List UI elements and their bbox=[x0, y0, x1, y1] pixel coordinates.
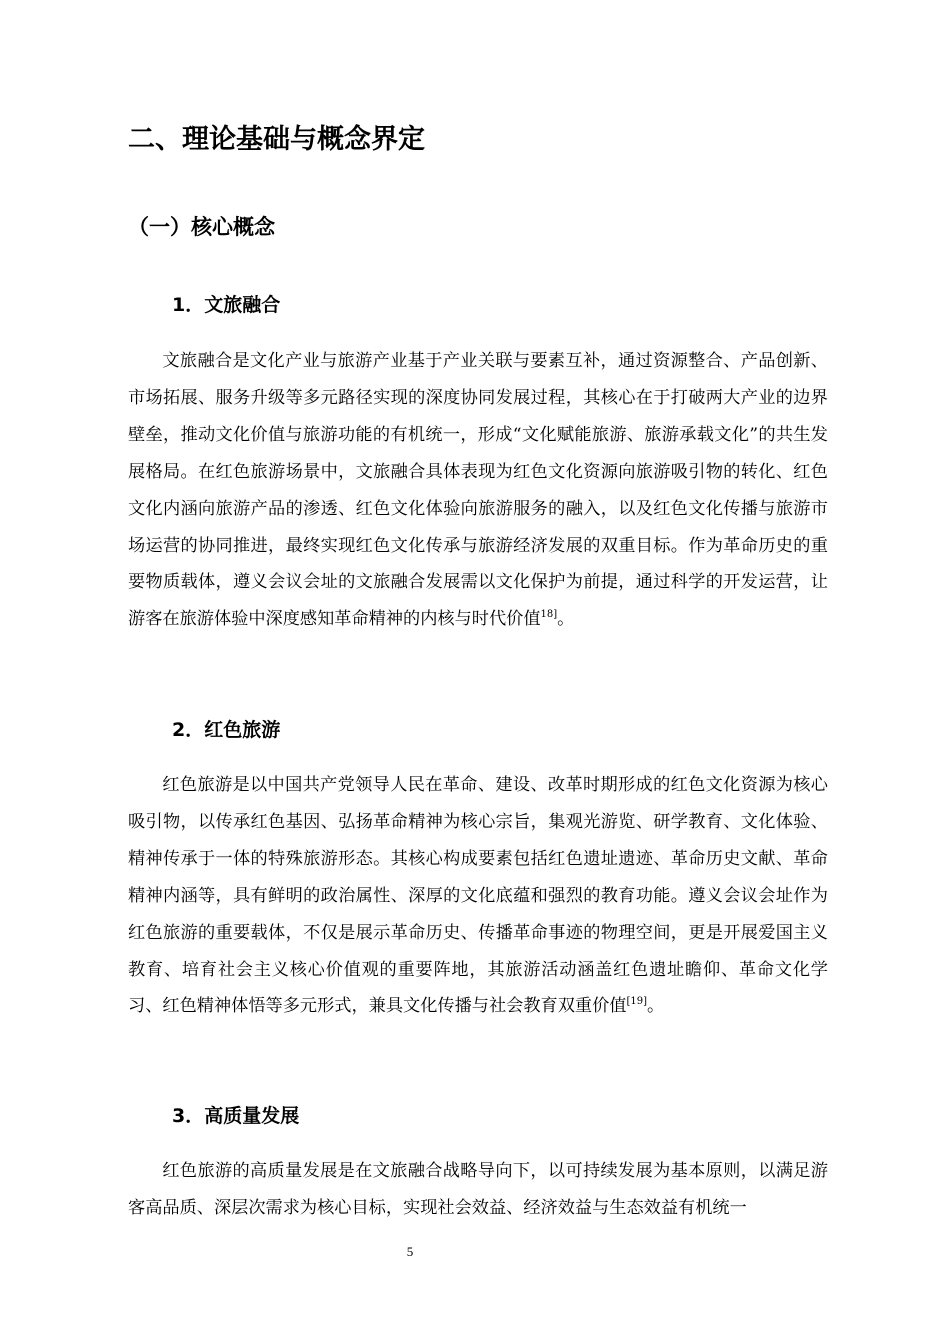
subsection-heading-3: 3．高质量发展 bbox=[172, 1105, 300, 1127]
citation-marker: 18] bbox=[540, 609, 558, 621]
paragraph-text: 红色旅游是以中国共产党领导人民在革命、建设、改革时期形成的红色文化资源为核心吸引物，以传承红色基因、弘扬革命精神为核心宗旨，集观光游览、研学教育、文化体验、精神传承于一体的特殊旅游形态。其核心构成要素包括红色遗址遗迹、革命历史文献、革命精神内涵等，具有鲜明的政治属性、深厚的文化底蕴和强烈的教育功能。遵义会议会址作为红色旅游的重要载体，不仅是展示革命历史、传播革命事迹的物理空间，更是开展爱国主义教育、培育社会主义核心价值观的重要阵地，其旅游活动涵盖红色遗址瞻仰、革命文化学习、红色精神体悟等多元形式，兼具文化传播与社会教育双重价值 bbox=[128, 775, 828, 1017]
paragraph-text: 红色旅游的高质量发展是在文旅融合战略导向下，以可持续发展为基本原则，以满足游客高品质、深层次需求为核心目标，实现社会效益、经济效益与生态效益有机统一 bbox=[128, 1161, 828, 1218]
subsection-heading-1: 1．文旅融合 bbox=[172, 294, 281, 316]
paragraph-2 bbox=[128, 767, 828, 1025]
paragraph-ending: 。 bbox=[557, 609, 575, 630]
page-number: 5 bbox=[406, 1244, 414, 1259]
paragraph-1 bbox=[128, 343, 828, 638]
chapter-title: 二、理论基础与概念界定 bbox=[128, 124, 425, 155]
section-title: （一）核心概念 bbox=[128, 215, 275, 239]
subsection-heading-2: 2．红色旅游 bbox=[172, 719, 281, 741]
paragraph-3 bbox=[128, 1153, 828, 1227]
paragraph-ending: 。 bbox=[646, 996, 665, 1017]
paragraph-text: 文旅融合是文化产业与旅游产业基于产业关联与要素互补，通过资源整合、产品创新、市场拓展、服务升级等多元路径实现的深度协同发展过程，其核心在于打破两大产业的边界壁垒，推动文化价值与旅游功能的有机统一，形成“文化赋能旅游、旅游承载文化”的共生发展格局。在红色旅游场景中，文旅融合具体表现为红色文化资源向旅游吸引物的转化、红色文化内涵向旅游产品的渗透、红色文化体验向旅游服务的融入，以及红色文化传播与旅游市场运营的协同推进，最终实现红色文化传承与旅游经济发展的双重目标。作为革命历史的重要物质载体，遵义会议会址的文旅融合发展需以文化保护为前提，通过科学的开发运营，让游客在旅游体验中深度感知革命精神的内核与时代价值 bbox=[128, 351, 828, 630]
citation-marker: [19] bbox=[626, 996, 647, 1008]
